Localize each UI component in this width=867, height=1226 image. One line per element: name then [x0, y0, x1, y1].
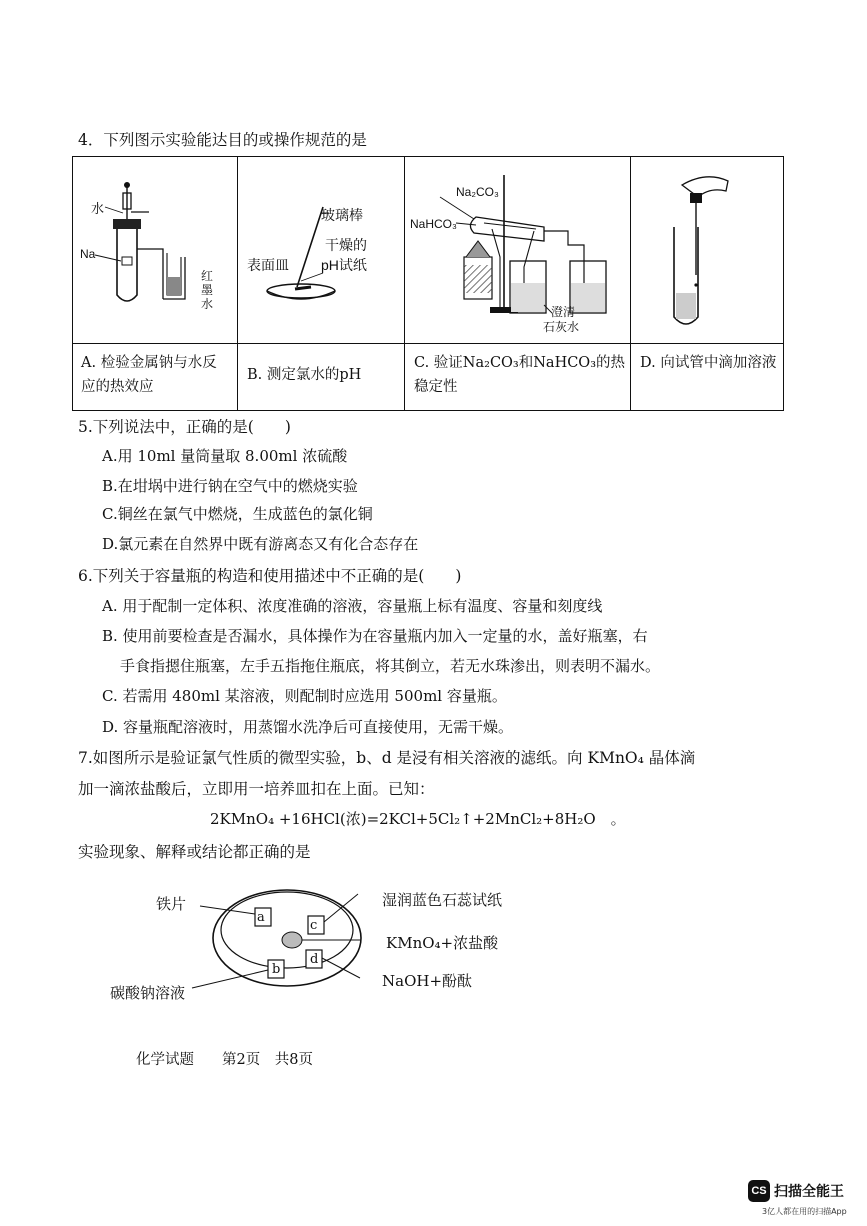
q7-line1: 7.如图所示是验证氯气性质的微型实验，b、d 是浸有相关溶液的滤纸。向 KMnO₄ 晶体滴 — [78, 749, 696, 767]
footer-subject: 化学试题 — [136, 1052, 194, 1068]
petri-label-b: b — [272, 962, 281, 977]
footer-page: 第2页 共8页 — [222, 1052, 313, 1068]
q7-line2: 加一滴浓盐酸后，立即用一培养皿扣在上面。已知： — [78, 780, 435, 798]
petri-label-a: a — [257, 910, 265, 925]
label-nahco3: NaHCO₃ — [410, 217, 457, 231]
dropper-apparatus — [630, 157, 783, 343]
scanner-logo-icon: CS — [748, 1180, 770, 1202]
q7-line3: 实验现象、解释或结论都正确的是 — [78, 843, 311, 861]
label-kmno4-hcl: KMnO₄+浓盐酸 — [386, 934, 499, 952]
q5-option-b: B.在坩埚中进行钠在空气中的燃烧实验 — [102, 477, 358, 495]
label-blue-litmus: 湿润蓝色石蕊试纸 — [382, 891, 503, 909]
q5-option-d: D.氯元素在自然界中既有游离态又有化合态存在 — [102, 535, 419, 553]
label-water: 水 — [91, 201, 105, 216]
label-sodium-carbonate: 碳酸钠溶液 — [110, 984, 186, 1002]
label-na: Na — [80, 247, 96, 261]
q4-option-d: D. 向试管中滴加溶液 — [640, 355, 777, 371]
ph-test-apparatus — [237, 157, 404, 343]
q4-option-c: C. 验证Na₂CO₃和NaHCO₃的热稳定性 — [414, 355, 626, 395]
q6-option-b-line1: B. 使用前要检查是否漏水，具体操作为在容量瓶内加入一定量的水，盖好瓶塞，右 — [102, 627, 648, 645]
label-dry-paper-1: 干燥的 — [325, 237, 367, 253]
q4-table — [72, 156, 784, 411]
petri-label-c: c — [310, 918, 318, 933]
label-iron-sheet: 铁片 — [156, 895, 187, 913]
thermal-stability-apparatus — [404, 157, 630, 343]
label-limewater-2: 石灰水 — [543, 320, 580, 334]
q6-option-c: C. 若需用 480ml 某溶液，则配制时应选用 500ml 容量瓶。 — [102, 687, 507, 705]
petri-label-d: d — [310, 952, 319, 967]
q4-option-b: B. 测定氯水的pH — [247, 367, 362, 383]
label-glass-rod: 玻璃棒 — [321, 207, 363, 223]
label-limewater-1: 澄清 — [551, 305, 576, 319]
label-dry-paper-2: pH试纸 — [321, 257, 367, 273]
scanner-tagline: 3亿人都在用的扫描App — [762, 1207, 847, 1216]
q5-title: 5.下列说法中，正确的是( ) — [78, 418, 291, 436]
q6-title: 6.下列关于容量瓶的构造和使用描述中不正确的是( ) — [78, 567, 462, 585]
label-na2co3: Na₂CO₃ — [456, 185, 499, 199]
petri-dish-diagram — [180, 876, 400, 1006]
q6-option-a: A. 用于配制一定体积、浓度准确的溶液，容量瓶上标有温度、容量和刻度线 — [102, 597, 603, 615]
sodium-water-apparatus — [73, 157, 237, 343]
q5-option-c: C.铜丝在氯气中燃烧，生成蓝色的氯化铜 — [102, 505, 373, 523]
label-watch-glass: 表面皿 — [247, 257, 289, 273]
scanner-app-name: 扫描全能王 — [774, 1184, 844, 1200]
q4-title: 4．下列图示实验能达目的或操作规范的是 — [78, 131, 367, 149]
q6-option-b-line2: 手食指摁住瓶塞，左手五指拖住瓶底，将其倒立，若无水珠渗出，则表明不漏水。 — [120, 657, 661, 675]
q4-option-a: A. 检验金属钠与水反应的热效应 — [81, 355, 217, 395]
label-naoh-phenolphthalein: NaOH+酚酞 — [382, 972, 473, 990]
q5-option-a: A.用 10ml 量筒量取 8.00ml 浓硫酸 — [102, 447, 348, 465]
q6-option-d: D. 容量瓶配溶液时，用蒸馏水洗净后可直接使用，无需干燥。 — [102, 718, 514, 736]
q7-equation: 2KMnO₄ +16HCl(浓)=2KCl+5Cl₂↑+2MnCl₂+8H₂O 。 — [210, 810, 626, 828]
label-red-ink: 红墨水 — [201, 269, 214, 311]
